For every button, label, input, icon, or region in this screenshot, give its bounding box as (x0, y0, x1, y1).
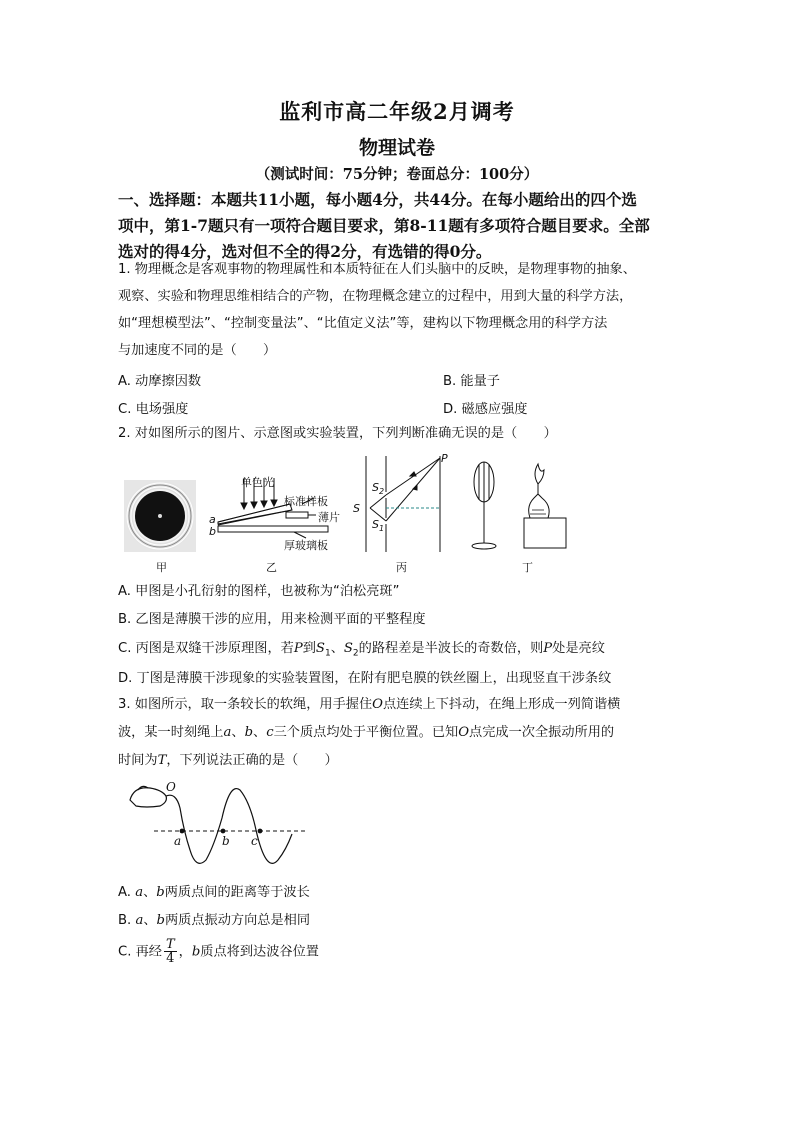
diffraction-pattern-figure (124, 480, 196, 552)
sheet-label: 薄片 (318, 511, 340, 524)
q3-line-3: 时间为T，下列说法正确的是（ ） (118, 753, 338, 768)
wedge-a-label: a (209, 513, 216, 526)
q2-option-d: D. 丁图是薄膜干涉现象的实验装置图，在附有肥皂膜的铁丝圈上，出现竖直干涉条纹 (118, 671, 612, 686)
wave-a-label: a (174, 834, 182, 848)
section-line-1: 一、选择题：本题共11小题，每小题4分，共44分。在每小题给出的四个选 (118, 190, 637, 209)
wedge-b-label: b (209, 525, 216, 538)
source-s-label: S (353, 502, 360, 515)
q1-line-1: 1. 物理概念是客观事物的物理属性和本质特征在人们头脑中的反映，是物理事物的抽象、 (118, 262, 636, 277)
q1-line-3: 如“理想模型法”、“控制变量法”、“比值定义法”等，建构以下物理概念用的科学方法 (118, 316, 608, 331)
q3-option-c: C. 再经 $\frac{T}{4}$ ，b质点将到达波谷位置 (118, 937, 319, 966)
double-slit-figure (356, 452, 448, 556)
caption-ding: 丁 (522, 561, 533, 574)
slit-s2-label: $S_2$ (372, 481, 385, 497)
q2-option-b: B. 乙图是薄膜干涉的应用，用来检测平面的平整程度 (118, 612, 426, 627)
wave-c-label: c (251, 834, 258, 848)
caption-jia: 甲 (156, 561, 167, 574)
q1-option-a: A. 动摩擦因数 (118, 374, 202, 389)
q1-option-b: B. 能量子 (443, 374, 500, 389)
q2-stem: 2. 对如图所示的图片、示意图或实验装置，下列判断准确无误的是（ ） (118, 426, 557, 441)
section-heading (118, 187, 678, 265)
point-p-label: P (441, 452, 448, 465)
fraction-t-over-4: $\frac{T}{4}$ (165, 937, 175, 966)
caption-bing: 丙 (396, 561, 407, 574)
q3-option-a: A. a、b两质点间的距离等于波长 (118, 885, 310, 900)
q2-option-c: C. 丙图是双缝干涉原理图，若P到$S_1$、$S_2$的路程差是半波长的奇数倍，则P处是亮纹 (118, 641, 605, 659)
q1-option-d: D. 磁感应强度 (443, 402, 528, 417)
exam-subject: 物理试卷 (358, 137, 435, 159)
q1-option-c: C. 电场强度 (118, 402, 189, 417)
light-label: 单色光 (241, 476, 274, 489)
section-line-3: 选对的得4分，选对但不全的得2分，有选错的得0分。 (118, 242, 492, 261)
rope-wave-figure (126, 778, 310, 874)
soap-film-figure (466, 460, 576, 554)
q3-line-2: 波，某一时刻绳上a、b、c三个质点均处于平衡位置。已知O点完成一次全振动所用的 (118, 725, 615, 740)
q3-line-1: 3. 如图所示，取一条较长的软绳，用手握住O点连续上下抖动，在绳上形成一列简谐横 (118, 697, 621, 712)
slit-s1-label: $S_1$ (372, 518, 385, 534)
exam-title: 监利市高二年级2月调考 (279, 99, 515, 124)
wave-o-label: O (166, 780, 176, 794)
q1-line-4: 与加速度不同的是（ ） (118, 343, 277, 358)
q3-option-b: B. a、b两质点振动方向总是相同 (118, 913, 311, 928)
exam-meta: （测试时间：75分钟；卷面总分：100分） (255, 166, 539, 183)
standard-plate-label: 标准样板 (284, 495, 328, 508)
q1-line-2: 观察、实验和物理思维相结合的产物，在物理概念建立的过程中，用到大量的科学方法， (118, 289, 633, 304)
wave-b-label: b (222, 834, 230, 848)
q2-option-a: A. 甲图是小孔衍射的图样，也被称为“泊松亮斑” (118, 584, 400, 599)
caption-yi: 乙 (266, 561, 277, 574)
thick-glass-label: 厚玻璃板 (284, 539, 328, 552)
section-line-2: 项中，第1-7题只有一项符合题目要求，第8-11题有多项符合题目要求。全部 (118, 216, 650, 235)
